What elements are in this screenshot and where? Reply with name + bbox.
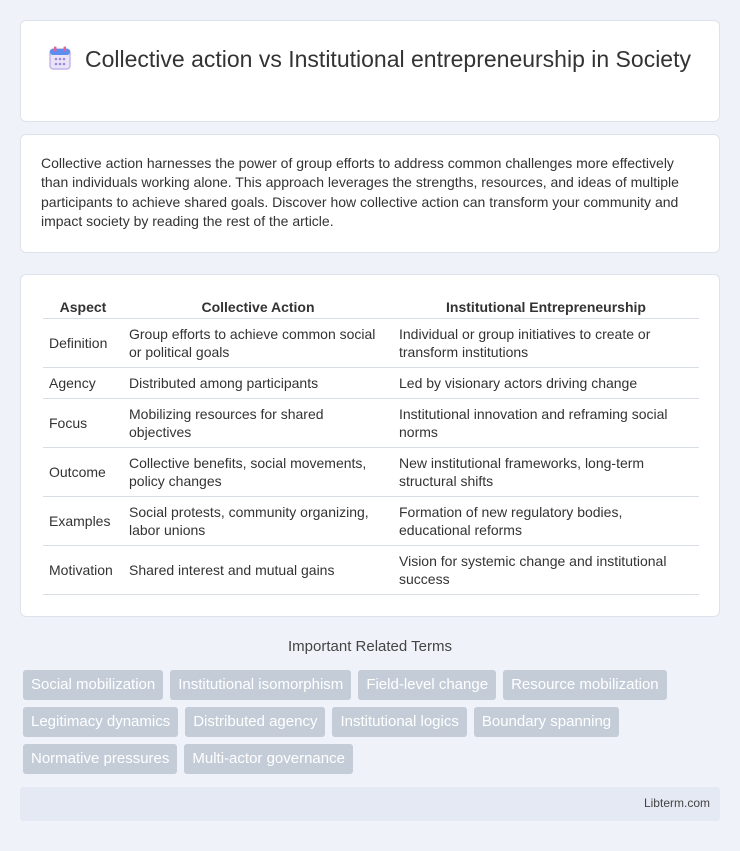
aspect-cell: Agency (43, 368, 123, 399)
related-terms-heading: Important Related Terms (288, 638, 452, 655)
related-term-tag[interactable]: Distributed agency (185, 707, 325, 737)
header-aspect: Aspect (43, 296, 123, 319)
aspect-cell: Motivation (43, 546, 123, 595)
intro-card (20, 134, 720, 253)
institutional-cell: New institutional frameworks, long-term structural shifts (393, 448, 699, 497)
collective-action-cell: Social protests, community organizing, labor unions (123, 497, 393, 546)
aspect-cell: Examples (43, 497, 123, 546)
institutional-cell: Vision for systemic change and institutional success (393, 546, 699, 595)
page-title: Collective action vs Institutional entrepreneurship in Society (85, 46, 691, 72)
related-term-tag[interactable]: Multi-actor governance (184, 744, 353, 774)
table-row (43, 448, 699, 497)
institutional-cell: Formation of new regulatory bodies, educational reforms (393, 497, 699, 546)
calendar-icon (49, 46, 71, 70)
table-row (43, 399, 699, 448)
related-term-tag[interactable]: Institutional logics (332, 707, 466, 737)
related-term-tag[interactable]: Field-level change (358, 670, 496, 700)
aspect-cell: Definition (43, 319, 123, 368)
table-header-row (43, 296, 699, 319)
institutional-cell: Institutional innovation and reframing social norms (393, 399, 699, 448)
header-institutional-entrepreneurship: Institutional Entrepreneurship (393, 296, 699, 319)
title-card (20, 20, 720, 122)
table-row (43, 546, 699, 595)
collective-action-cell: Distributed among participants (123, 368, 393, 399)
related-term-tag[interactable]: Social mobilization (23, 670, 163, 700)
collective-action-cell: Collective benefits, social movements, policy changes (123, 448, 393, 497)
aspect-cell: Outcome (43, 448, 123, 497)
table-row (43, 368, 699, 399)
collective-action-cell: Mobilizing resources for shared objectives (123, 399, 393, 448)
comparison-card (20, 274, 720, 617)
institutional-cell: Led by visionary actors driving change (393, 368, 699, 399)
page-title-wrap (21, 45, 719, 74)
related-term-tag[interactable]: Legitimacy dynamics (23, 707, 178, 737)
aspect-cell: Focus (43, 399, 123, 448)
table-row (43, 497, 699, 546)
comparison-table (43, 296, 699, 595)
related-term-tag[interactable]: Institutional isomorphism (170, 670, 351, 700)
collective-action-cell: Group efforts to achieve common social or political goals (123, 319, 393, 368)
table-row (43, 319, 699, 368)
header-collective-action: Collective Action (123, 296, 393, 319)
related-term-tag[interactable]: Boundary spanning (474, 707, 619, 737)
footer-bar (20, 787, 720, 821)
collective-action-cell: Shared interest and mutual gains (123, 546, 393, 595)
related-term-tag[interactable]: Resource mobilization (503, 670, 667, 700)
institutional-cell: Individual or group initiatives to create or transform institutions (393, 319, 699, 368)
related-term-tag[interactable]: Normative pressures (23, 744, 177, 774)
footer-site-link[interactable]: Libterm.com (643, 796, 710, 810)
intro-paragraph: Collective action harnesses the power of group efforts to address common challenges more effectively than individuals working alone. This approach leverages the strengths, resources, and ideas of multiple participants to achieve shared goals. Discover how collective action can transform your community and impact society by reading the rest of the article. (41, 155, 679, 229)
related-terms-list (23, 670, 723, 774)
